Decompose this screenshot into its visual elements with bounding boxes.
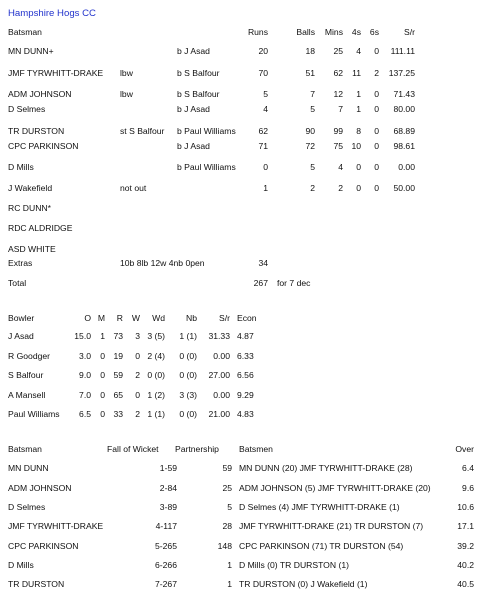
batsman-mins: 25 bbox=[333, 46, 343, 56]
dismissal-bowler: b J Asad bbox=[177, 104, 210, 114]
batsman-6s: 2 bbox=[374, 68, 379, 78]
batsman-runs: 71 bbox=[258, 141, 268, 151]
bowler-runs: 65 bbox=[113, 390, 123, 400]
batsman-name: CPC PARKINSON bbox=[8, 141, 79, 151]
fow-batsmen-pair: TR DURSTON (0) J Wakefield (1) bbox=[239, 579, 368, 589]
batsman-4s: 0 bbox=[356, 183, 361, 193]
bowler-overs: 3.0 bbox=[79, 351, 91, 361]
bowler-name: Paul Williams bbox=[8, 409, 60, 419]
batsman-balls: 2 bbox=[310, 183, 315, 193]
batsman-strike-rate: 0.00 bbox=[398, 162, 415, 172]
fow-score: 1-59 bbox=[159, 463, 177, 473]
fow-batsman-name: ADM JOHNSON bbox=[8, 483, 72, 493]
batting-header-sr: S/r bbox=[404, 27, 415, 37]
fow-over: 9.6 bbox=[462, 483, 474, 493]
fow-score: 4-117 bbox=[155, 521, 177, 531]
fow-batsmen-pair: CPC PARKINSON (71) TR DURSTON (54) bbox=[239, 541, 404, 551]
extras-value: 34 bbox=[258, 258, 268, 268]
bowler-strike-rate: 0.00 bbox=[213, 390, 230, 400]
batsman-4s: 1 bbox=[356, 89, 361, 99]
batsman-4s: 8 bbox=[356, 126, 361, 136]
batsman-mins: 12 bbox=[333, 89, 343, 99]
batting-header-batsman: Batsman bbox=[8, 27, 42, 37]
bowler-wickets: 2 bbox=[135, 370, 140, 380]
bowler-economy: 6.56 bbox=[237, 370, 254, 380]
fow-header-fall-of-wicket: Fall of Wicket bbox=[107, 444, 159, 454]
batting-header-4s: 4s bbox=[351, 27, 361, 37]
dismissal-bowler: b Paul Williams bbox=[177, 126, 236, 136]
batsman-name: JMF TYRWHITT-DRAKE bbox=[8, 68, 104, 78]
dismissal-how: lbw bbox=[120, 89, 133, 99]
fow-batsman-name: D Selmes bbox=[8, 502, 46, 512]
batting-header-balls: Balls bbox=[296, 27, 315, 37]
bowler-runs: 59 bbox=[113, 370, 123, 380]
batsman-mins: 2 bbox=[338, 183, 343, 193]
batsman-name: ADM JOHNSON bbox=[8, 89, 72, 99]
fow-batsmen-pair: D Mills (0) TR DURSTON (1) bbox=[239, 560, 349, 570]
batsman-4s: 4 bbox=[356, 46, 361, 56]
bowler-overs: 15.0 bbox=[74, 331, 91, 341]
bowler-wickets: 0 bbox=[135, 351, 140, 361]
dismissal-bowler: b J Asad bbox=[177, 141, 210, 151]
bowler-runs: 73 bbox=[113, 331, 123, 341]
total-value: 267 bbox=[253, 278, 268, 288]
bowler-name: J Asad bbox=[8, 331, 34, 341]
batsman-strike-rate: 80.00 bbox=[393, 104, 415, 114]
fow-partnership: 148 bbox=[217, 541, 232, 551]
fow-batsman-name: TR DURSTON bbox=[8, 579, 65, 589]
batsman-name: MN DUNN+ bbox=[8, 46, 54, 56]
bowler-noballs: 1 (1) bbox=[179, 331, 197, 341]
bowling-header-m: M bbox=[97, 313, 105, 323]
bowler-wickets: 2 bbox=[135, 409, 140, 419]
batsman-balls: 18 bbox=[305, 46, 315, 56]
bowler-overs: 9.0 bbox=[79, 370, 91, 380]
fow-header-batsman: Batsman bbox=[8, 444, 42, 454]
fow-partnership: 28 bbox=[222, 521, 232, 531]
batsman-mins: 62 bbox=[333, 68, 343, 78]
extras-detail: 10b 8lb 12w 4nb 0pen bbox=[120, 258, 205, 268]
batsman-4s: 10 bbox=[351, 141, 361, 151]
batsman-6s: 0 bbox=[374, 141, 379, 151]
batsman-6s: 0 bbox=[374, 183, 379, 193]
batsman-4s: 11 bbox=[352, 68, 361, 78]
batsman-6s: 0 bbox=[374, 89, 379, 99]
batsman-runs: 1 bbox=[263, 183, 268, 193]
bowling-header-r: R bbox=[116, 313, 123, 323]
bowler-strike-rate: 0.00 bbox=[213, 351, 230, 361]
batsman-6s: 0 bbox=[374, 46, 379, 56]
fow-batsman-name: MN DUNN bbox=[8, 463, 49, 473]
fow-partnership: 1 bbox=[227, 560, 232, 570]
batsman-strike-rate: 98.61 bbox=[393, 141, 415, 151]
fow-partnership: 59 bbox=[222, 463, 232, 473]
bowler-name: A Mansell bbox=[8, 390, 46, 400]
batsman-runs: 20 bbox=[258, 46, 268, 56]
fow-partnership: 5 bbox=[227, 502, 232, 512]
fow-batsmen-pair: D Selmes (4) JMF TYRWHITT-DRAKE (1) bbox=[239, 502, 400, 512]
batsman-strike-rate: 50.00 bbox=[393, 183, 415, 193]
dismissal-how: st S Balfour bbox=[120, 126, 165, 136]
bowler-noballs: 3 (3) bbox=[179, 390, 197, 400]
batsman-name: D Selmes bbox=[8, 104, 46, 114]
batting-header-runs: Runs bbox=[247, 27, 268, 37]
bowler-wickets: 3 bbox=[135, 331, 140, 341]
batsman-name: D Mills bbox=[8, 162, 34, 172]
bowling-header-sr: S/r bbox=[219, 313, 230, 323]
bowler-economy: 6.33 bbox=[237, 351, 254, 361]
batsman-runs: 70 bbox=[258, 68, 268, 78]
batsman-runs: 0 bbox=[263, 162, 268, 172]
bowler-name: S Balfour bbox=[8, 370, 44, 380]
dismissal-how: lbw bbox=[120, 68, 133, 78]
bowler-overs: 7.0 bbox=[79, 390, 91, 400]
batsman-balls: 72 bbox=[305, 141, 315, 151]
fow-batsman-name: CPC PARKINSON bbox=[8, 541, 79, 551]
total-detail: for 7 dec bbox=[277, 278, 311, 288]
batsman-6s: 0 bbox=[374, 162, 379, 172]
batsman-6s: 0 bbox=[374, 126, 379, 136]
batsman-mins: 7 bbox=[338, 104, 343, 114]
fow-over: 39.2 bbox=[457, 541, 474, 551]
bowler-noballs: 0 (0) bbox=[179, 409, 197, 419]
bowler-maidens: 0 bbox=[100, 390, 105, 400]
bowler-economy: 4.83 bbox=[237, 409, 254, 419]
fow-header-over: Over bbox=[455, 444, 474, 454]
bowler-overs: 6.5 bbox=[79, 409, 91, 419]
batsman-4s: 0 bbox=[356, 162, 361, 172]
fow-partnership: 25 bbox=[222, 483, 232, 493]
bowler-wickets: 0 bbox=[135, 390, 140, 400]
bowler-runs: 33 bbox=[113, 409, 123, 419]
fow-header-batsmen: Batsmen bbox=[239, 444, 273, 454]
fow-score: 5-265 bbox=[155, 541, 177, 551]
bowling-header-w: W bbox=[131, 313, 140, 323]
bowler-maidens: 1 bbox=[100, 331, 105, 341]
batsman-4s: 1 bbox=[356, 104, 361, 114]
bowling-header-bowler: Bowler bbox=[8, 313, 35, 323]
bowling-header-wd: Wd bbox=[152, 313, 165, 323]
fow-over: 40.2 bbox=[457, 560, 474, 570]
bowler-runs: 19 bbox=[113, 351, 123, 361]
fow-partnership: 1 bbox=[227, 579, 232, 589]
batsman-runs: 4 bbox=[263, 104, 268, 114]
bowler-name: R Goodger bbox=[8, 351, 51, 361]
batsman-strike-rate: 71.43 bbox=[393, 89, 415, 99]
batsman-runs: 5 bbox=[263, 89, 268, 99]
batsman-name: RC DUNN* bbox=[8, 203, 51, 213]
bowling-header-o: O bbox=[84, 313, 91, 323]
bowler-strike-rate: 27.00 bbox=[208, 370, 230, 380]
fow-header-partnership: Partnership bbox=[175, 444, 219, 454]
batsman-runs: 62 bbox=[258, 126, 268, 136]
bowling-header-econ: Econ bbox=[237, 313, 257, 323]
extras-label: Extras bbox=[8, 258, 33, 268]
fow-score: 3-89 bbox=[159, 502, 177, 512]
batsman-balls: 7 bbox=[310, 89, 315, 99]
bowling-header-nb: Nb bbox=[186, 313, 197, 323]
batting-header-6s: 6s bbox=[369, 27, 379, 37]
bowler-wides: 2 (4) bbox=[147, 351, 165, 361]
bowler-noballs: 0 (0) bbox=[179, 370, 197, 380]
batsman-name: ASD WHITE bbox=[8, 244, 56, 254]
bowler-wides: 0 (0) bbox=[147, 370, 165, 380]
fow-over: 6.4 bbox=[462, 463, 474, 473]
fow-score: 6-266 bbox=[155, 560, 177, 570]
batsman-name: J Wakefield bbox=[8, 183, 53, 193]
batsman-balls: 90 bbox=[305, 126, 315, 136]
bowler-strike-rate: 21.00 bbox=[208, 409, 230, 419]
bowler-economy: 4.87 bbox=[237, 331, 254, 341]
fow-over: 17.1 bbox=[457, 521, 474, 531]
total-label: Total bbox=[8, 278, 27, 288]
batsman-strike-rate: 68.89 bbox=[393, 126, 415, 136]
fow-batsmen-pair: ADM JOHNSON (5) JMF TYRWHITT-DRAKE (20) bbox=[239, 483, 431, 493]
batsman-balls: 5 bbox=[310, 162, 315, 172]
dismissal-bowler: b Paul Williams bbox=[177, 162, 236, 172]
fow-batsman-name: D Mills bbox=[8, 560, 34, 570]
bowler-wides: 1 (2) bbox=[147, 390, 165, 400]
dismissal-bowler: b S Balfour bbox=[177, 68, 220, 78]
batsman-balls: 51 bbox=[305, 68, 315, 78]
bowler-wides: 3 (5) bbox=[147, 331, 165, 341]
fow-batsman-name: JMF TYRWHITT-DRAKE bbox=[8, 521, 104, 531]
batsman-mins: 4 bbox=[338, 162, 343, 172]
bowler-maidens: 0 bbox=[100, 409, 105, 419]
fow-score: 2-84 bbox=[159, 483, 177, 493]
batsman-6s: 0 bbox=[374, 104, 379, 114]
fow-batsmen-pair: MN DUNN (20) JMF TYRWHITT-DRAKE (28) bbox=[239, 463, 413, 473]
batsman-balls: 5 bbox=[310, 104, 315, 114]
bowler-maidens: 0 bbox=[100, 351, 105, 361]
dismissal-how: not out bbox=[120, 183, 147, 193]
bowler-noballs: 0 (0) bbox=[179, 351, 197, 361]
batsman-strike-rate: 111.11 bbox=[390, 46, 415, 56]
fow-over: 40.5 bbox=[457, 579, 474, 589]
dismissal-bowler: b S Balfour bbox=[177, 89, 220, 99]
bowler-wides: 1 (1) bbox=[147, 409, 165, 419]
team-title: Hampshire Hogs CC bbox=[8, 8, 96, 19]
bowler-economy: 9.29 bbox=[237, 390, 254, 400]
batsman-name: RDC ALDRIDGE bbox=[8, 223, 73, 233]
batsman-strike-rate: 137.25 bbox=[388, 68, 415, 78]
dismissal-bowler: b J Asad bbox=[177, 46, 210, 56]
fow-over: 10.6 bbox=[457, 502, 474, 512]
batsman-mins: 99 bbox=[333, 126, 343, 136]
fow-score: 7-267 bbox=[155, 579, 177, 589]
bowler-maidens: 0 bbox=[100, 370, 105, 380]
batsman-mins: 75 bbox=[333, 141, 343, 151]
batsman-name: TR DURSTON bbox=[8, 126, 65, 136]
batting-header-mins: Mins bbox=[324, 27, 343, 37]
fow-batsmen-pair: JMF TYRWHITT-DRAKE (21) TR DURSTON (7) bbox=[239, 521, 424, 531]
bowler-strike-rate: 31.33 bbox=[208, 331, 230, 341]
